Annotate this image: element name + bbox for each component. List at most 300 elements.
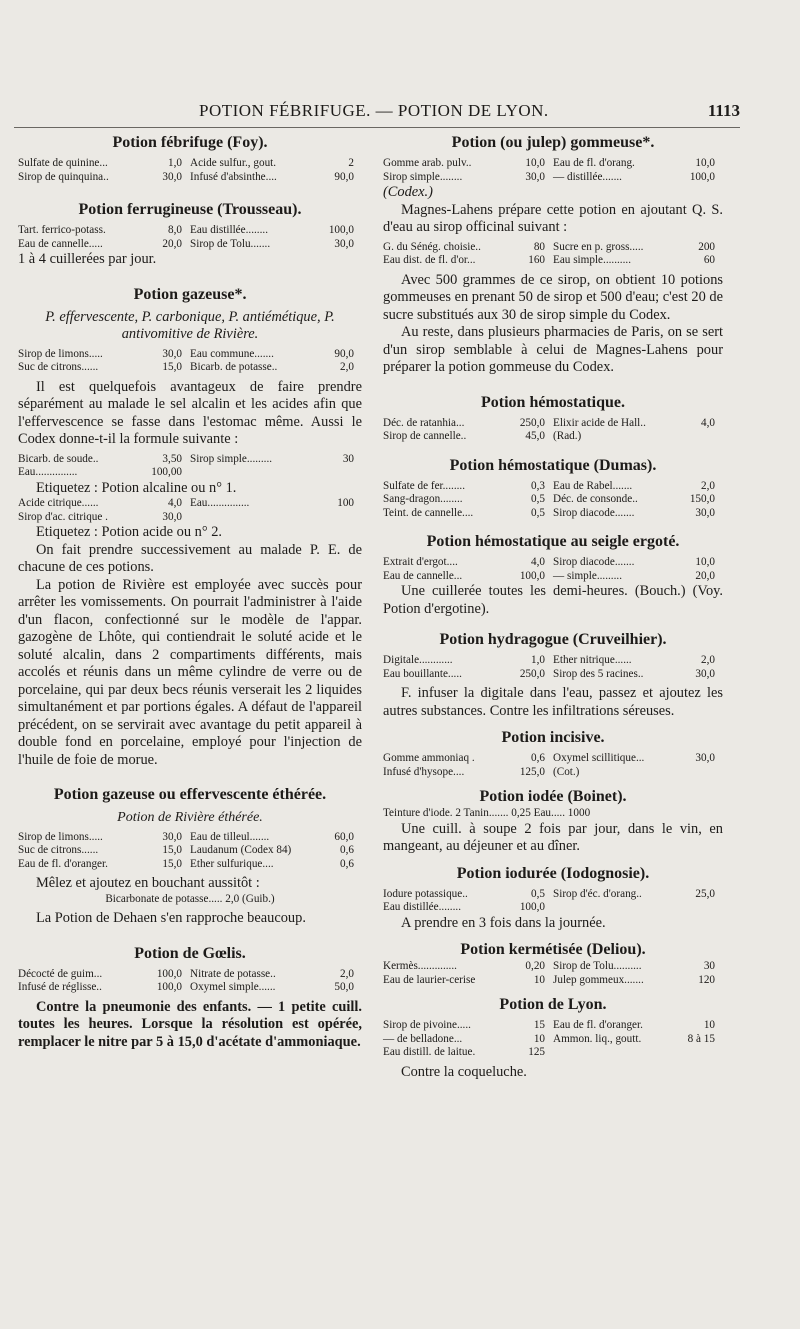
ingredient-name: Ether nitrique......: [553, 654, 632, 666]
ingredient-name: Eau de cannelle.....: [18, 237, 103, 250]
table-row: [383, 254, 723, 268]
recipe-table: [383, 480, 723, 521]
ingredient-name: Sulfate de quinine...: [18, 157, 108, 169]
synonyms: P. effervescente, P. carbonique, P. antiémétique, P. antivomitive de Rivière.: [45, 308, 335, 342]
ingredient-cell: [190, 157, 362, 171]
ingredient-amount: 30,0: [695, 667, 715, 680]
paragraph: Avec 500 grammes de ce sirop, on obtient 10 potions gommeuses en prenant 50 de sirop et 500 d'eau; c'est 20 de sucre substitués aux 30 de sirop simple du Codex.: [383, 271, 723, 323]
ingredient-cell: [383, 888, 553, 902]
table-row: [18, 497, 362, 511]
ingredient-cell: [18, 497, 190, 511]
table-row: [18, 453, 362, 467]
ingredient-amount: 1,0: [168, 157, 182, 169]
ingredient-cell: [383, 974, 553, 988]
ingredient-name: — de belladone...: [383, 1032, 463, 1045]
label-instruction: Etiquetez : Potion acide ou n° 2.: [36, 524, 222, 540]
ingredient-name: Kermès..............: [383, 960, 457, 972]
ingredient-cell: [553, 960, 723, 974]
ingredient-amount: 30: [342, 452, 354, 465]
ingredient-amount: 30,0: [695, 506, 715, 519]
ingredient-name: Infusé de réglisse..: [18, 981, 102, 993]
ingredient-amount: 100,0: [156, 981, 182, 993]
ingredient-name: Sang-dragon........: [383, 493, 463, 505]
paragraph: Mêlez et ajoutez en bouchant aussitôt :: [36, 875, 260, 891]
ingredient-cell: [18, 361, 190, 375]
ingredient-name: Nitrate de potasse..: [190, 967, 276, 980]
source-ref: (Codex.): [383, 184, 433, 200]
ingredient-name: (Cot.): [553, 765, 580, 778]
paragraph: Il est quelquefois avantageux de faire prendre séparément au malade le sel alcalin et les acides afin que l'effervescence se fasse dans l'estomac même. Aussi le Codex donne-t-il la formule suivante :: [18, 378, 362, 447]
ingredient-name: Eau de Rabel.......: [553, 479, 633, 492]
ingredient-name: Gomme arab. pulv..: [383, 157, 472, 169]
ingredient-amount: 10: [533, 1032, 545, 1045]
ingredient-name: Eau de laurier-cerise: [383, 973, 476, 986]
ingredient-name: Laudanum (Codex 84): [190, 844, 292, 856]
ingredient-cell: [18, 157, 190, 171]
ingredient-amount: 100,0: [156, 967, 182, 980]
ingredient-cell: [553, 157, 723, 171]
entry-title: Potion gazeuse ou effervescente éthérée.: [53, 786, 327, 803]
ingredient-name: Eau commune.......: [190, 347, 274, 360]
ingredient-name: Eau simple..........: [553, 254, 631, 266]
recipe-table: [383, 417, 723, 444]
ingredient-cell: [190, 511, 362, 525]
recipe-table: [383, 157, 723, 184]
ingredient-name: Sirop simple.........: [190, 452, 273, 465]
table-row: [383, 241, 723, 255]
entry-title: Potion gazeuse*.: [133, 285, 247, 303]
ingredient-cell: [190, 224, 362, 238]
ingredient-amount: 0,3: [531, 479, 545, 492]
ingredient-name: G. du Sénég. choisie..: [383, 240, 481, 253]
ingredient-cell: [383, 171, 553, 185]
ingredient-name: Déc. de ratanhia...: [383, 416, 465, 429]
ingredient-cell: [190, 361, 362, 375]
ingredient-cell: [18, 981, 190, 995]
ingredient-amount: 0,6: [340, 844, 354, 856]
entry-title: Potion incisive.: [501, 729, 605, 746]
ingredient-cell: [553, 668, 723, 682]
ingredient-cell: [553, 254, 723, 268]
ingredient-amount: 3,50: [162, 452, 182, 465]
ingredient-amount: 100,0: [689, 170, 715, 183]
ingredient-name: Tart. ferrico-potass.: [18, 224, 106, 236]
table-row: [383, 960, 723, 974]
ingredient-cell: [383, 668, 553, 682]
paragraph: La Potion de Dehaen s'en rapproche beaucoup.: [36, 910, 306, 926]
table-row: [18, 981, 362, 995]
ingredient-name: Eau de fl. d'oranger.: [553, 1019, 643, 1031]
ingredient-name: Digitale............: [383, 654, 453, 666]
recipe-table: [18, 157, 362, 184]
ingredient-amount: 45,0: [525, 430, 545, 442]
ingredient-cell: [383, 241, 553, 255]
ingredient-amount: 10,0: [525, 157, 545, 169]
ingredient-amount: 10: [703, 1019, 715, 1031]
ingredient-cell: [190, 981, 362, 995]
ingredient-amount: 30,0: [695, 752, 715, 764]
table-row: [383, 888, 723, 902]
ingredient-cell: [383, 570, 553, 584]
recipe-table: [383, 752, 723, 779]
ingredient-amount: 250,0: [519, 416, 545, 429]
ingredient-amount: 0,5: [531, 493, 545, 505]
ingredient-amount: 20,0: [162, 237, 182, 250]
ingredient-amount: 0,20: [525, 960, 545, 972]
ingredient-amount: 4,0: [168, 497, 182, 509]
entry-title: Potion (ou julep) gommeuse*.: [451, 134, 655, 151]
ingredient-cell: [553, 556, 723, 570]
table-row: [18, 968, 362, 982]
table-row: [383, 1033, 723, 1047]
paragraph: On fait prendre successivement au malade P. E. de chacune de ces potions.: [18, 541, 362, 575]
ingredient-cell: [383, 417, 553, 431]
entry-title: Potion iodée (Boinet).: [479, 788, 627, 805]
ingredient-name: Sucre en p. gross.....: [553, 240, 644, 253]
ingredient-cell: [383, 752, 553, 766]
ingredient-cell: [383, 1046, 553, 1060]
ingredient-amount: 15,0: [162, 844, 182, 856]
table-row: [383, 668, 723, 682]
ingredient-cell: [553, 766, 723, 780]
table-row: [18, 466, 362, 480]
recipe-table: [18, 968, 362, 995]
table-row: [383, 430, 723, 444]
recipe-table: [18, 831, 362, 872]
ingredient-amount: 90,0: [334, 170, 354, 183]
running-header: [14, 101, 740, 128]
ingredient-amount: 60,0: [334, 830, 354, 843]
paragraph: Au reste, dans plusieurs pharmacies de Paris, on se sert d'un sirop semblable à celui de Magnes-Lahens pour préparer la potion gommeuse du Codex.: [383, 324, 723, 375]
ingredient-name: Sirop simple........: [383, 170, 463, 183]
ingredient-amount: 250,0: [519, 667, 545, 680]
ingredient-cell: [18, 844, 190, 858]
ingredient-amount: 0,6: [531, 752, 545, 764]
ingredient-name: Eau de fl. d'orang.: [553, 157, 635, 169]
paragraph: Magnes-Lahens prépare cette potion en ajoutant Q. S. d'eau au sirop officinal suivant :: [383, 201, 723, 235]
table-row: [383, 766, 723, 780]
ingredient-name: Sirop d'ac. citrique .: [18, 510, 108, 523]
ingredient-amount: 10,0: [695, 556, 715, 568]
ingredient-name: Déc. de consonde..: [553, 493, 638, 505]
ingredient-amount: 20,0: [695, 569, 715, 582]
ingredient-amount: 30,0: [334, 237, 354, 250]
ingredient-name: Sirop de limons.....: [18, 347, 103, 360]
ingredient-cell: [383, 480, 553, 494]
ingredient-cell: [553, 171, 723, 185]
table-row: [18, 831, 362, 845]
ingredient-amount: 2,0: [701, 654, 715, 666]
entry-title: Potion hémostatique (Dumas).: [449, 456, 657, 474]
ingredient-amount: 0,5: [531, 887, 545, 900]
ingredient-cell: [383, 493, 553, 507]
ingredient-name: Sirop de Tolu..........: [553, 960, 642, 972]
table-row: [18, 844, 362, 858]
ingredient-name: Ether sulfurique....: [190, 857, 274, 870]
ingredient-name: Eau distill. de laitue.: [383, 1046, 476, 1058]
ingredient-name: Teint. de cannelle....: [383, 506, 474, 519]
ingredient-amount: 10: [533, 973, 545, 986]
ingredient-cell: [383, 157, 553, 171]
ingredient-cell: [553, 417, 723, 431]
entry-title: Potion fébrifuge (Foy).: [112, 134, 268, 151]
ingredient-cell: [383, 960, 553, 974]
ingredient-cell: [18, 348, 190, 362]
recipe-line: Teinture d'iode. 2 Tanin....... 0,25 Eau..... 1000: [383, 807, 591, 819]
ingredient-cell: [190, 171, 362, 185]
ingredient-name: Sulfate de fer........: [383, 479, 466, 492]
ingredient-amount: 30,0: [162, 170, 182, 183]
ingredient-cell: [18, 224, 190, 238]
table-row: [18, 171, 362, 185]
ingredient-cell: [190, 858, 362, 872]
ingredient-name: Acide citrique......: [18, 497, 99, 509]
ingredient-cell: [18, 858, 190, 872]
table-row: [383, 507, 723, 521]
ingredient-amount: 30: [703, 960, 715, 972]
paragraph: A prendre en 3 fois dans la journée.: [401, 914, 606, 931]
ingredient-name: Bicarb. de soude..: [18, 452, 99, 465]
ingredient-name: Elixir acide de Hall..: [553, 416, 646, 429]
ingredient-cell: [553, 480, 723, 494]
entry-title: Potion ferrugineuse (Trousseau).: [78, 201, 302, 218]
ingredient-cell: [553, 241, 723, 255]
recipe-table: [18, 497, 362, 524]
paragraph: Contre la coqueluche.: [401, 1063, 527, 1080]
ingredient-amount: 2: [348, 157, 354, 169]
ingredient-cell: [383, 507, 553, 521]
ingredient-cell: [383, 1033, 553, 1047]
table-row: [18, 224, 362, 238]
ingredient-name: Eau...............: [190, 497, 250, 509]
ingredient-cell: [553, 1019, 723, 1033]
ingredient-cell: [18, 831, 190, 845]
dosage-text: 1 à 4 cuillerées par jour.: [18, 251, 157, 267]
ingredient-amount: 30,0: [162, 830, 182, 843]
page-number: 1113: [707, 101, 740, 120]
ingredient-amount: 2,0: [340, 967, 354, 980]
ingredient-amount: 0,6: [340, 857, 354, 870]
ingredient-amount: 15: [533, 1019, 545, 1031]
ingredient-cell: [553, 901, 723, 915]
ingredient-cell: [553, 493, 723, 507]
ingredient-amount: 125: [528, 1046, 545, 1058]
paragraph: Une cuill. à soupe 2 fois par jour, dans le vin, en mangeant, au déjeuner et au dîner.: [383, 820, 723, 854]
ingredient-amount: 4,0: [531, 556, 545, 568]
ingredient-cell: [383, 1019, 553, 1033]
ingredient-name: Sirop de pivoine.....: [383, 1019, 471, 1031]
table-row: [383, 1019, 723, 1033]
ingredient-name: Sirop diacode.......: [553, 506, 635, 519]
ingredient-cell: [383, 654, 553, 668]
ingredient-amount: 30,0: [525, 170, 545, 183]
ingredient-name: Sirop des 5 racines..: [553, 667, 644, 680]
ingredient-name: Sirop diacode.......: [553, 556, 635, 568]
table-row: [18, 157, 362, 171]
table-row: [383, 480, 723, 494]
ingredient-name: Sirop de quinquina..: [18, 170, 109, 183]
table-row: [18, 511, 362, 525]
ingredient-cell: [383, 430, 553, 444]
ingredient-name: Julep gommeux.......: [553, 973, 644, 986]
ingredient-amount: 160: [528, 254, 545, 266]
ingredient-amount: 2,0: [701, 479, 715, 492]
ingredient-amount: 25,0: [695, 887, 715, 900]
ingredient-cell: [383, 254, 553, 268]
entry-title: Potion hémostatique au seigle ergoté.: [426, 533, 680, 550]
ingredient-cell: [18, 171, 190, 185]
ingredient-cell: [190, 844, 362, 858]
paragraph: La potion de Rivière est employée avec succès pour arrêter les vomissements. On pourrait l'administrer à l'aide d'un flacon, confectionné sur le modèle de l'appar. gazogène de Lhôte, qui contiendrait le soluté acide et le soluté alcalin, dans 2 compartiments différents, mais accolés et réunis dans un même cylindre de verre ou de porcelaine, qui par deux becs réunis verserait les 2 liquides simultanément et par portions égales. A défaut de l'appareil précédent, on se servirait avec avantage du petit appareil à double fond en porcelaine, employé pour l'injection de l'huile de foie de morue.: [18, 576, 362, 768]
ingredient-name: Extrait d'ergot....: [383, 556, 458, 568]
ingredient-amount: 80: [533, 240, 545, 253]
ingredient-name: Décocté de guim...: [18, 967, 103, 980]
ingredient-cell: [553, 1033, 723, 1047]
table-row: [383, 974, 723, 988]
right-column: [383, 133, 723, 1081]
ingredient-name: Ammon. liq., goutt.: [553, 1032, 642, 1045]
ingredient-name: Eau distillée........: [190, 224, 268, 236]
table-row: [18, 348, 362, 362]
ingredient-name: Sirop de limons.....: [18, 830, 103, 843]
entry-title: Potion iodurée (Iodognosie).: [456, 864, 650, 882]
ingredient-amount: 100,0: [519, 901, 545, 913]
ingredient-cell: [383, 766, 553, 780]
table-row: [18, 238, 362, 252]
ingredient-amount: 100,0: [328, 224, 354, 236]
ingredient-amount: 50,0: [334, 981, 354, 993]
entry-title: Potion de Gœlis.: [134, 944, 246, 962]
recipe-table: [383, 654, 723, 681]
ingredient-amount: 4,0: [701, 416, 715, 429]
ingredient-name: Infusé d'hysope....: [383, 765, 465, 778]
ingredient-amount: 90,0: [334, 347, 354, 360]
ingredient-cell: [190, 968, 362, 982]
recipe-table: [18, 348, 362, 375]
table-row: [383, 417, 723, 431]
ingredient-cell: [190, 348, 362, 362]
table-row: [383, 570, 723, 584]
ingredient-cell: [553, 888, 723, 902]
table-row: [18, 858, 362, 872]
ingredient-name: Oxymel simple......: [190, 981, 276, 993]
ingredient-amount: 2,0: [340, 361, 354, 373]
ingredient-amount: 125,0: [519, 765, 545, 778]
table-row: [383, 901, 723, 915]
label-instruction: Etiquetez : Potion alcaline ou n° 1.: [36, 479, 237, 496]
recipe-table: [383, 1019, 723, 1060]
ingredient-cell: [18, 453, 190, 467]
ingredient-amount: 8,0: [168, 224, 182, 236]
ingredient-name: Eau de cannelle...: [383, 569, 463, 582]
ingredient-amount: 15,0: [162, 361, 182, 373]
recipe-table: [383, 960, 723, 987]
ingredient-name: Sirop d'éc. d'orang..: [553, 887, 642, 900]
entry-title: Potion hémostatique.: [481, 393, 625, 411]
ingredient-cell: [553, 974, 723, 988]
ingredient-name: Eau distillée........: [383, 901, 461, 913]
ingredient-amount: 100: [337, 497, 354, 509]
ingredient-cell: [190, 831, 362, 845]
table-row: [383, 171, 723, 185]
ingredient-name: Bicarb. de potasse..: [190, 361, 278, 373]
running-title: POTION FÉBRIFUGE. — POTION DE LYON.: [199, 101, 549, 120]
ingredient-cell: [383, 556, 553, 570]
ingredient-name: Gomme ammoniaq .: [383, 752, 475, 764]
ingredient-cell: [190, 453, 362, 467]
table-row: [383, 157, 723, 171]
paragraph: Contre la pneumonie des enfants. — 1 petite cuill. toutes les heures. Lorsque la résolution est opérée, remplacer le nitre par 5 à 15,0 d'acétate d'ammoniaque.: [18, 998, 362, 1050]
ingredient-name: Eau dist. de fl. d'or...: [383, 254, 476, 266]
recipe-table: [18, 224, 362, 251]
paragraph: F. infuser la digitale dans l'eau, passez et ajoutez les autres substances. Contre les infiltrations séreuses.: [383, 685, 723, 719]
ingredient-cell: [18, 238, 190, 252]
ingredient-name: Eau bouillante.....: [383, 667, 462, 680]
ingredient-cell: [553, 654, 723, 668]
table-row: [383, 493, 723, 507]
ingredient-amount: 8 à 15: [687, 1032, 715, 1045]
ingredient-name: Acide sulfur., gout.: [190, 157, 277, 169]
ingredient-cell: [190, 238, 362, 252]
table-row: [383, 654, 723, 668]
ingredient-amount: 0,5: [531, 506, 545, 519]
ingredient-name: Infusé d'absinthe....: [190, 170, 277, 183]
entry-title: Potion kermétisée (Deliou).: [460, 941, 646, 958]
ingredient-cell: [18, 466, 190, 480]
entry-title: Potion hydragogue (Cruveilhier).: [439, 631, 667, 648]
ingredient-name: (Rad.): [553, 430, 582, 442]
ingredient-amount: 100,0: [519, 569, 545, 582]
ingredient-cell: [383, 901, 553, 915]
ingredient-cell: [553, 1046, 723, 1060]
ingredient-cell: [190, 466, 362, 480]
ingredient-amount: 60: [703, 254, 715, 266]
ingredient-cell: [553, 507, 723, 521]
ingredient-amount: 30,0: [162, 510, 182, 523]
ingredient-amount: 120: [698, 973, 715, 986]
recipe-table: [18, 453, 362, 480]
ingredient-cell: [18, 968, 190, 982]
ingredient-name: Sirop de Tolu.......: [190, 237, 271, 250]
ingredient-name: — distillée.......: [553, 170, 622, 183]
paragraph: Une cuillerée toutes les demi-heures. (Bouch.) (Voy. Potion d'ergotine).: [383, 583, 723, 617]
ingredient-name: Oxymel scillitique...: [553, 752, 645, 764]
ingredient-name: Eau...............: [18, 466, 78, 478]
recipe-table: [383, 241, 723, 268]
ingredient-name: Sirop de cannelle..: [383, 430, 467, 442]
synonyms: Potion de Rivière éthérée.: [117, 810, 263, 825]
ingredient-cell: [553, 570, 723, 584]
table-row: [383, 556, 723, 570]
table-row: [18, 361, 362, 375]
ingredient-name: Suc de citrons......: [18, 844, 99, 856]
ingredient-amount: 200: [698, 240, 715, 253]
ingredient-amount: 100,00: [151, 466, 182, 478]
ingredient-cell: [18, 511, 190, 525]
ingredient-amount: 150,0: [689, 493, 715, 505]
ingredient-amount: 15,0: [162, 857, 182, 870]
recipe-line: Bicarbonate de potasse..... 2,0 (Guib.): [105, 892, 275, 905]
ingredient-amount: 10,0: [695, 157, 715, 169]
table-row: [383, 752, 723, 766]
ingredient-name: — simple.........: [553, 569, 622, 582]
left-column: [18, 133, 362, 1051]
ingredient-amount: 30,0: [162, 347, 182, 360]
table-row: [383, 1046, 723, 1060]
ingredient-amount: 1,0: [531, 654, 545, 666]
ingredient-name: Eau de fl. d'oranger.: [18, 857, 108, 870]
entry-title: Potion de Lyon.: [499, 996, 607, 1013]
